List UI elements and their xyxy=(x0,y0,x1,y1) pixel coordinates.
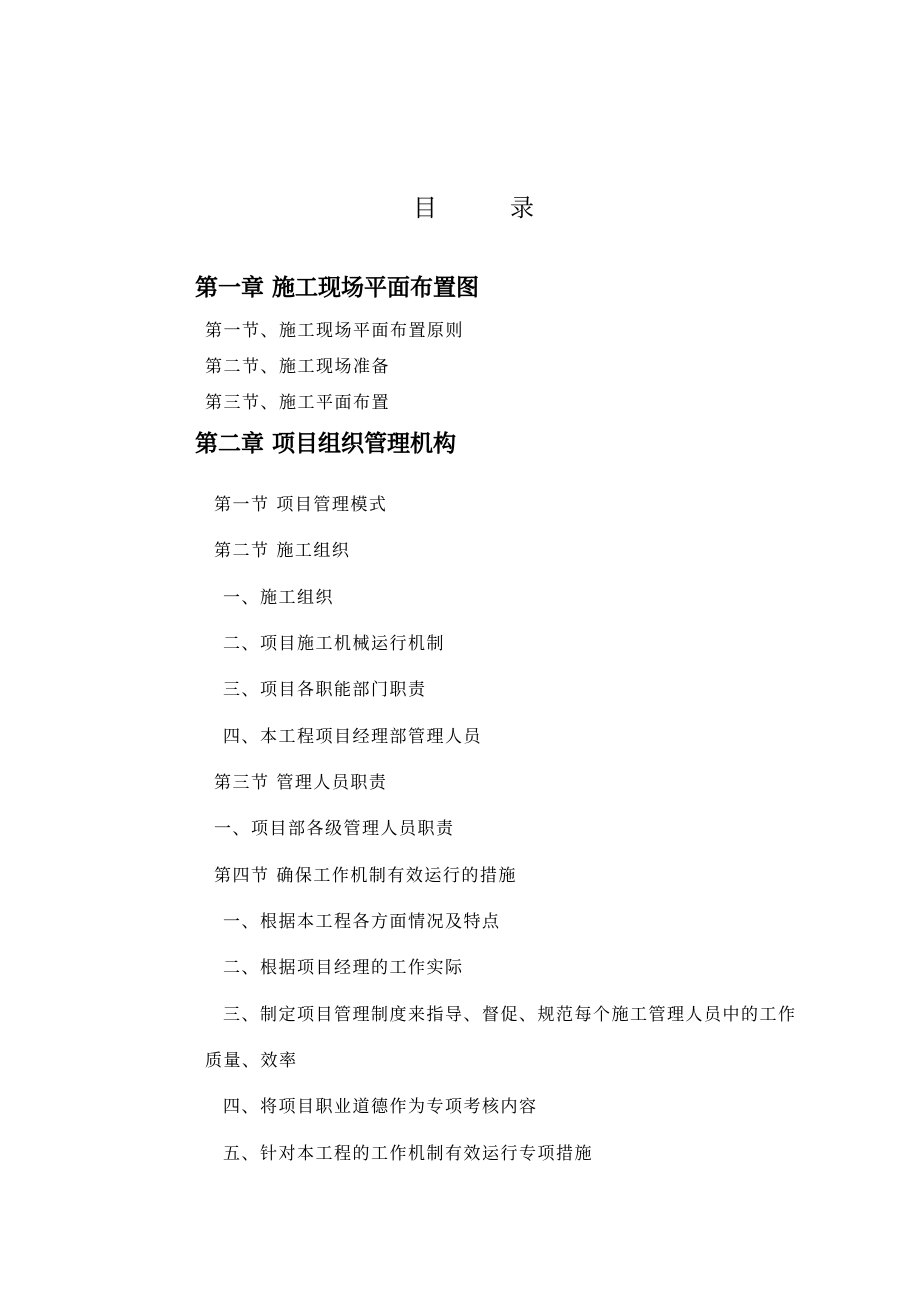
toc-entry: 四、本工程项目经理部管理人员 xyxy=(223,727,482,747)
toc-entry: 第一节、施工现场平面布置原则 xyxy=(205,321,464,341)
chapter-2-heading: 第二章 项目组织管理机构 xyxy=(195,431,457,457)
toc-entry: 第三节 管理人员职责 xyxy=(214,773,388,793)
toc-entry: 第三节、施工平面布置 xyxy=(205,393,390,413)
toc-entry: 三、制定项目管理制度来指导、督促、规范每个施工管理人员中的工作 xyxy=(223,1005,797,1025)
toc-entry: 第四节 确保工作机制有效运行的措施 xyxy=(214,866,517,886)
toc-entry: 三、项目各职能部门职责 xyxy=(223,680,427,700)
toc-entry: 五、针对本工程的工作机制有效运行专项措施 xyxy=(223,1144,593,1164)
toc-entry: 四、将项目职业道德作为专项考核内容 xyxy=(223,1097,538,1117)
toc-entry-continuation: 质量、效率 xyxy=(205,1051,298,1071)
toc-entry: 二、项目施工机械运行机制 xyxy=(223,634,445,654)
toc-title-left: 目 xyxy=(413,194,437,222)
toc-entry: 第二节 施工组织 xyxy=(214,541,351,561)
toc-title-right: 录 xyxy=(510,194,534,222)
chapter-1-heading: 第一章 施工现场平面布置图 xyxy=(195,275,480,301)
toc-entry: 一、项目部各级管理人员职责 xyxy=(214,819,455,839)
toc-entry: 一、根据本工程各方面情况及特点 xyxy=(223,912,501,932)
toc-entry: 第二节、施工现场准备 xyxy=(205,357,390,377)
toc-entry: 第一节 项目管理模式 xyxy=(214,495,388,515)
toc-entry: 二、根据项目经理的工作实际 xyxy=(223,958,464,978)
toc-entry: 一、施工组织 xyxy=(223,588,334,608)
